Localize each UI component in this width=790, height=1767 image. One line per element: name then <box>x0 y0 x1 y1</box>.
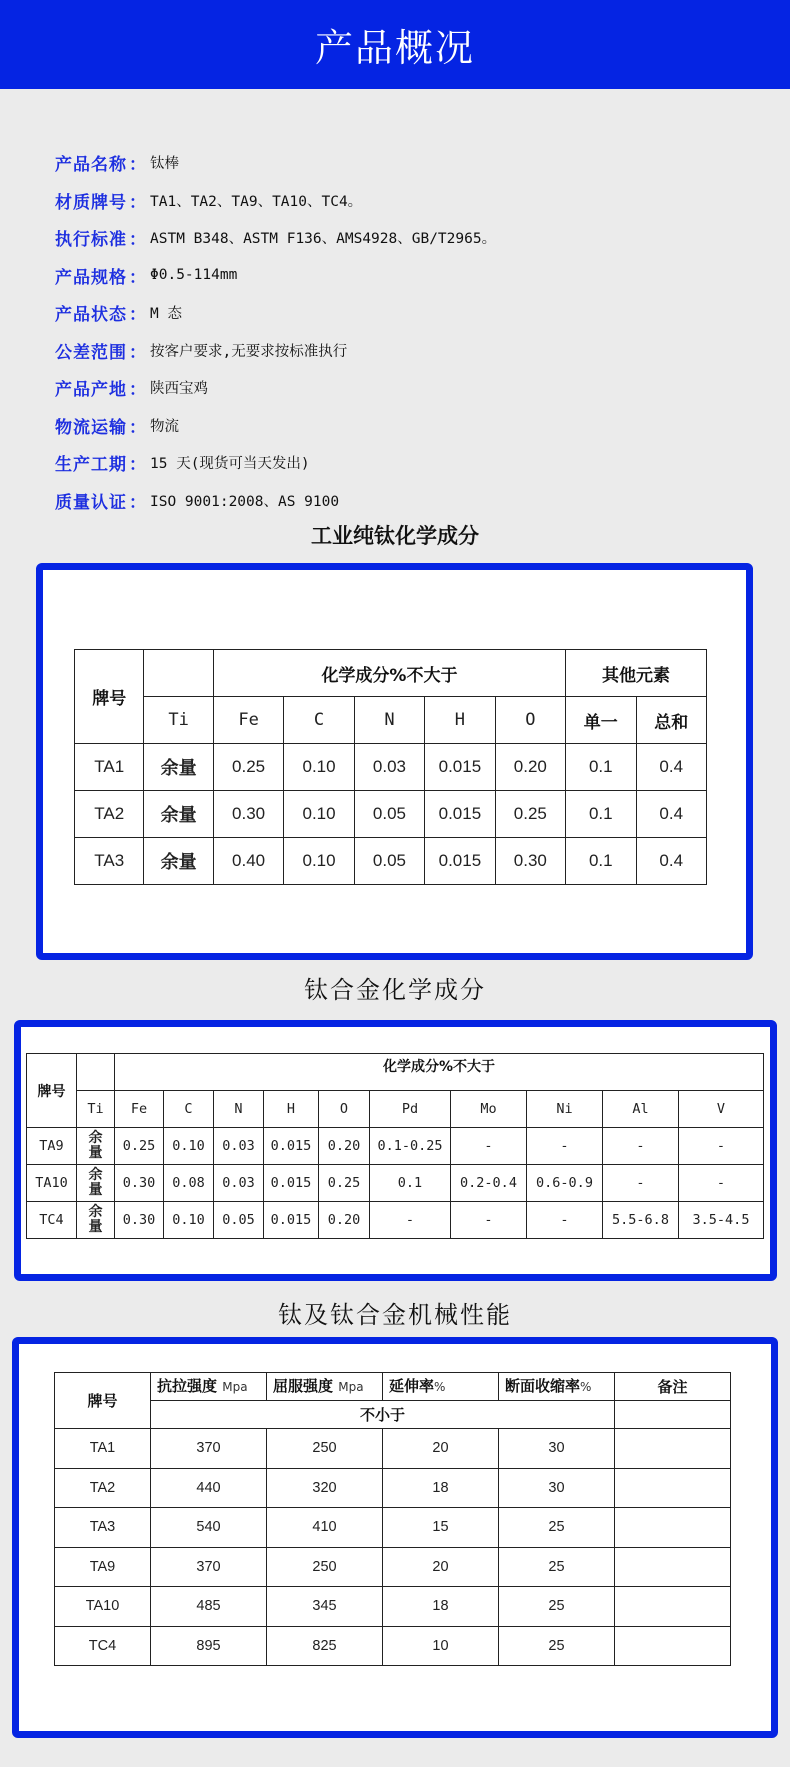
table-cell: - <box>679 1165 764 1202</box>
table-row <box>27 1128 764 1165</box>
empty-remark-cell <box>615 1401 731 1429</box>
info-colon: ： <box>129 192 146 213</box>
table-cell: 0.08 <box>164 1165 214 1202</box>
grade-cell: TA1 <box>75 744 144 791</box>
table-cell <box>615 1468 731 1508</box>
yield-unit: Mpa <box>338 1380 364 1394</box>
min-note-header: 不小于 <box>151 1401 615 1429</box>
table-cell: 0.4 <box>636 791 707 838</box>
table-cell: 0.05 <box>214 1202 264 1239</box>
table-cell: 250 <box>267 1547 383 1587</box>
column-header: Ni <box>527 1091 603 1128</box>
table-cell: 3.5-4.5 <box>679 1202 764 1239</box>
alloy-table <box>26 1053 764 1239</box>
table-cell: 0.03 <box>354 744 424 791</box>
info-value: 15 天(现货可当天发出) <box>150 456 310 473</box>
table-cell: 825 <box>267 1626 383 1666</box>
table-header-row <box>75 650 707 697</box>
column-header: 单一 <box>566 697 636 744</box>
info-row-leadtime <box>55 444 496 482</box>
info-label: 产品状态 <box>55 305 127 326</box>
other-elements-header: 其他元素 <box>566 650 707 697</box>
table-cell: 0.10 <box>284 791 354 838</box>
yield-header <box>267 1373 383 1401</box>
grade-cell: TC4 <box>27 1202 77 1239</box>
table-subheader-row <box>75 697 707 744</box>
table-cell: 余量 <box>77 1165 115 1202</box>
column-header: V <box>679 1091 764 1128</box>
table-cell: 0.015 <box>264 1128 319 1165</box>
info-label: 质量认证 <box>55 492 127 513</box>
info-row-spec <box>55 257 496 295</box>
table-cell: 10 <box>383 1626 499 1666</box>
table-cell: 18 <box>383 1587 499 1627</box>
grade-cell: TA9 <box>55 1547 151 1587</box>
table-cell: 0.4 <box>636 838 707 885</box>
table-cell: 0.25 <box>115 1128 164 1165</box>
info-colon: ： <box>129 267 146 288</box>
elongation-header <box>383 1373 499 1401</box>
info-value: TA1、TA2、TA9、TA10、TC4。 <box>150 193 363 210</box>
table-cell: 0.03 <box>214 1165 264 1202</box>
table-cell: 18 <box>383 1468 499 1508</box>
table-cell: 30 <box>499 1468 615 1508</box>
grade-cell: TA10 <box>27 1165 77 1202</box>
info-row-logistics <box>55 407 496 445</box>
table-header-row <box>27 1054 764 1091</box>
page-title: 产品概况 <box>314 26 475 70</box>
info-value: 按客户要求,无要求按标准执行 <box>150 343 348 360</box>
info-colon: ： <box>129 380 146 401</box>
table-cell: 余量 <box>144 744 213 791</box>
composition-group-header: 化学成分%不大于 <box>213 650 565 697</box>
table-cell: 20 <box>383 1429 499 1469</box>
table-cell: 0.30 <box>115 1202 164 1239</box>
grade-cell: TA3 <box>75 838 144 885</box>
info-value: Φ0.5-114mm <box>150 267 238 284</box>
info-label: 生产工期 <box>55 455 127 476</box>
elongation-unit: % <box>434 1380 446 1394</box>
table-cell <box>615 1626 731 1666</box>
table-cell: 370 <box>151 1547 267 1587</box>
reduction-header <box>499 1373 615 1401</box>
table-cell: 0.015 <box>425 791 495 838</box>
section-title-pure-titanium: 工业纯钛化学成分 <box>311 524 479 548</box>
table-row <box>55 1626 731 1666</box>
column-header: Ti <box>144 697 213 744</box>
table-cell: 0.20 <box>495 744 565 791</box>
table-cell: 0.03 <box>214 1128 264 1165</box>
info-label: 材质牌号 <box>55 192 127 213</box>
table-cell: 0.30 <box>115 1165 164 1202</box>
column-header: Al <box>603 1091 679 1128</box>
info-label: 产品产地 <box>55 380 127 401</box>
column-header: C <box>164 1091 214 1128</box>
tensile-label: 抗拉强度 <box>157 1377 218 1395</box>
table-cell: 25 <box>499 1508 615 1548</box>
info-value: 钛棒 <box>150 156 179 173</box>
table-row <box>55 1508 731 1548</box>
remark-header: 备注 <box>615 1373 731 1401</box>
mechanical-table <box>54 1372 731 1666</box>
column-header: Mo <box>451 1091 527 1128</box>
info-label: 产品名称 <box>55 155 127 176</box>
grade-header: 牌号 <box>55 1373 151 1429</box>
table-cell: 895 <box>151 1626 267 1666</box>
grade-cell: TA2 <box>55 1468 151 1508</box>
info-value: M 态 <box>150 306 182 323</box>
table-cell: 余量 <box>144 838 213 885</box>
table-cell: 0.1-0.25 <box>370 1128 451 1165</box>
table-cell: 0.30 <box>213 791 283 838</box>
table-cell: 0.2-0.4 <box>451 1165 527 1202</box>
table-cell: 30 <box>499 1429 615 1469</box>
table-cell: 0.05 <box>354 791 424 838</box>
reduction-label: 断面收缩率 <box>505 1377 581 1395</box>
info-colon: ： <box>129 417 146 438</box>
composition-group-header: 化学成分%不大于 <box>115 1054 764 1091</box>
table-cell: 25 <box>499 1626 615 1666</box>
table-subheader-row <box>27 1091 764 1128</box>
table-cell: - <box>527 1202 603 1239</box>
info-value: ASTM B348、ASTM F136、AMS4928、GB/T2965。 <box>150 231 497 248</box>
grade-cell: TC4 <box>55 1626 151 1666</box>
grade-cell: TA1 <box>55 1429 151 1469</box>
grade-cell: TA9 <box>27 1128 77 1165</box>
info-label: 物流运输 <box>55 417 127 438</box>
column-header: C <box>284 697 354 744</box>
table-cell: 410 <box>267 1508 383 1548</box>
pure-titanium-table <box>74 649 707 885</box>
table-cell: 0.015 <box>425 744 495 791</box>
grade-cell: TA10 <box>55 1587 151 1627</box>
table-cell: - <box>370 1202 451 1239</box>
info-value: ISO 9001:2008、AS 9100 <box>150 493 340 510</box>
column-header: O <box>495 697 565 744</box>
table-cell: 0.6-0.9 <box>527 1165 603 1202</box>
info-row-name <box>55 144 496 182</box>
table-cell: 0.25 <box>319 1165 370 1202</box>
table-cell: 540 <box>151 1508 267 1548</box>
column-header: O <box>319 1091 370 1128</box>
alloy-panel <box>14 1020 777 1281</box>
table-cell: 0.10 <box>284 744 354 791</box>
table-cell: 15 <box>383 1508 499 1548</box>
table-header-row <box>55 1373 731 1401</box>
table-row <box>55 1468 731 1508</box>
table-cell <box>615 1429 731 1469</box>
column-header: 总和 <box>636 697 707 744</box>
table-cell: 0.25 <box>213 744 283 791</box>
grade-cell: TA2 <box>75 791 144 838</box>
info-label: 公差范围 <box>55 342 127 363</box>
table-cell: 0.40 <box>213 838 283 885</box>
info-value: 陕西宝鸡 <box>150 381 208 398</box>
table-cell: 0.20 <box>319 1202 370 1239</box>
empty-header-cell <box>144 650 213 697</box>
table-cell: 0.015 <box>264 1202 319 1239</box>
table-cell: 0.1 <box>566 838 636 885</box>
table-cell: 0.20 <box>319 1128 370 1165</box>
info-row-certification <box>55 482 496 520</box>
table-cell: 0.30 <box>495 838 565 885</box>
info-value: 物流 <box>150 418 179 435</box>
table-cell <box>615 1587 731 1627</box>
mechanical-panel <box>12 1337 778 1738</box>
table-cell: - <box>527 1128 603 1165</box>
table-row <box>27 1202 764 1239</box>
table-cell: 0.10 <box>284 838 354 885</box>
table-row <box>75 791 707 838</box>
table-cell: 20 <box>383 1547 499 1587</box>
info-colon: ： <box>129 492 146 513</box>
header-banner <box>0 0 790 89</box>
column-header: Ti <box>77 1091 115 1128</box>
column-header: H <box>264 1091 319 1128</box>
reduction-unit: % <box>580 1380 592 1394</box>
column-header: Fe <box>115 1091 164 1128</box>
info-label: 产品规格 <box>55 267 127 288</box>
table-cell: 0.4 <box>636 744 707 791</box>
table-cell <box>615 1547 731 1587</box>
table-cell: 0.25 <box>495 791 565 838</box>
info-row-standards <box>55 219 496 257</box>
table-cell: 25 <box>499 1587 615 1627</box>
info-row-state <box>55 294 496 332</box>
table-cell: 25 <box>499 1547 615 1587</box>
table-cell: 5.5-6.8 <box>603 1202 679 1239</box>
table-cell: 余量 <box>77 1202 115 1239</box>
table-cell <box>615 1508 731 1548</box>
table-row <box>75 744 707 791</box>
column-header: Fe <box>213 697 283 744</box>
info-colon: ： <box>129 455 146 476</box>
section-title-mechanical: 钛及钛合金机械性能 <box>278 1301 512 1329</box>
info-colon: ： <box>129 155 146 176</box>
table-cell: 0.1 <box>370 1165 451 1202</box>
table-row <box>55 1587 731 1627</box>
info-colon: ： <box>129 342 146 363</box>
table-cell: - <box>451 1202 527 1239</box>
table-cell: 0.015 <box>264 1165 319 1202</box>
grade-header: 牌号 <box>75 650 144 744</box>
info-label: 执行标准 <box>55 230 127 251</box>
column-header: N <box>354 697 424 744</box>
table-cell: 余量 <box>144 791 213 838</box>
pure-titanium-panel <box>36 563 753 960</box>
table-cell: 余量 <box>77 1128 115 1165</box>
grade-header: 牌号 <box>27 1054 77 1128</box>
table-cell: - <box>679 1128 764 1165</box>
elongation-label: 延伸率 <box>389 1377 435 1395</box>
info-row-grades <box>55 182 496 220</box>
empty-header-cell <box>77 1054 115 1091</box>
table-cell: - <box>603 1128 679 1165</box>
table-cell: 0.10 <box>164 1128 214 1165</box>
table-cell: 0.1 <box>566 791 636 838</box>
table-row <box>55 1429 731 1469</box>
yield-label: 屈服强度 <box>273 1377 334 1395</box>
table-cell: - <box>451 1128 527 1165</box>
table-cell: 345 <box>267 1587 383 1627</box>
info-row-origin <box>55 369 496 407</box>
column-header: N <box>214 1091 264 1128</box>
info-row-tolerance <box>55 332 496 370</box>
table-subheader-row <box>55 1401 731 1429</box>
table-cell: 440 <box>151 1468 267 1508</box>
section-title-alloy: 钛合金化学成分 <box>304 976 486 1004</box>
table-row <box>55 1547 731 1587</box>
table-cell: 485 <box>151 1587 267 1627</box>
product-info-list <box>55 144 496 519</box>
table-cell: 250 <box>267 1429 383 1469</box>
grade-cell: TA3 <box>55 1508 151 1548</box>
table-cell: 0.10 <box>164 1202 214 1239</box>
info-colon: ： <box>129 230 146 251</box>
tensile-unit: Mpa <box>222 1380 248 1394</box>
tensile-header <box>151 1373 267 1401</box>
table-cell: 0.05 <box>354 838 424 885</box>
table-row <box>27 1165 764 1202</box>
table-cell: - <box>603 1165 679 1202</box>
info-colon: ： <box>129 305 146 326</box>
column-header: H <box>425 697 495 744</box>
table-cell: 320 <box>267 1468 383 1508</box>
table-cell: 0.015 <box>425 838 495 885</box>
column-header: Pd <box>370 1091 451 1128</box>
table-cell: 370 <box>151 1429 267 1469</box>
table-row <box>75 838 707 885</box>
table-cell: 0.1 <box>566 744 636 791</box>
